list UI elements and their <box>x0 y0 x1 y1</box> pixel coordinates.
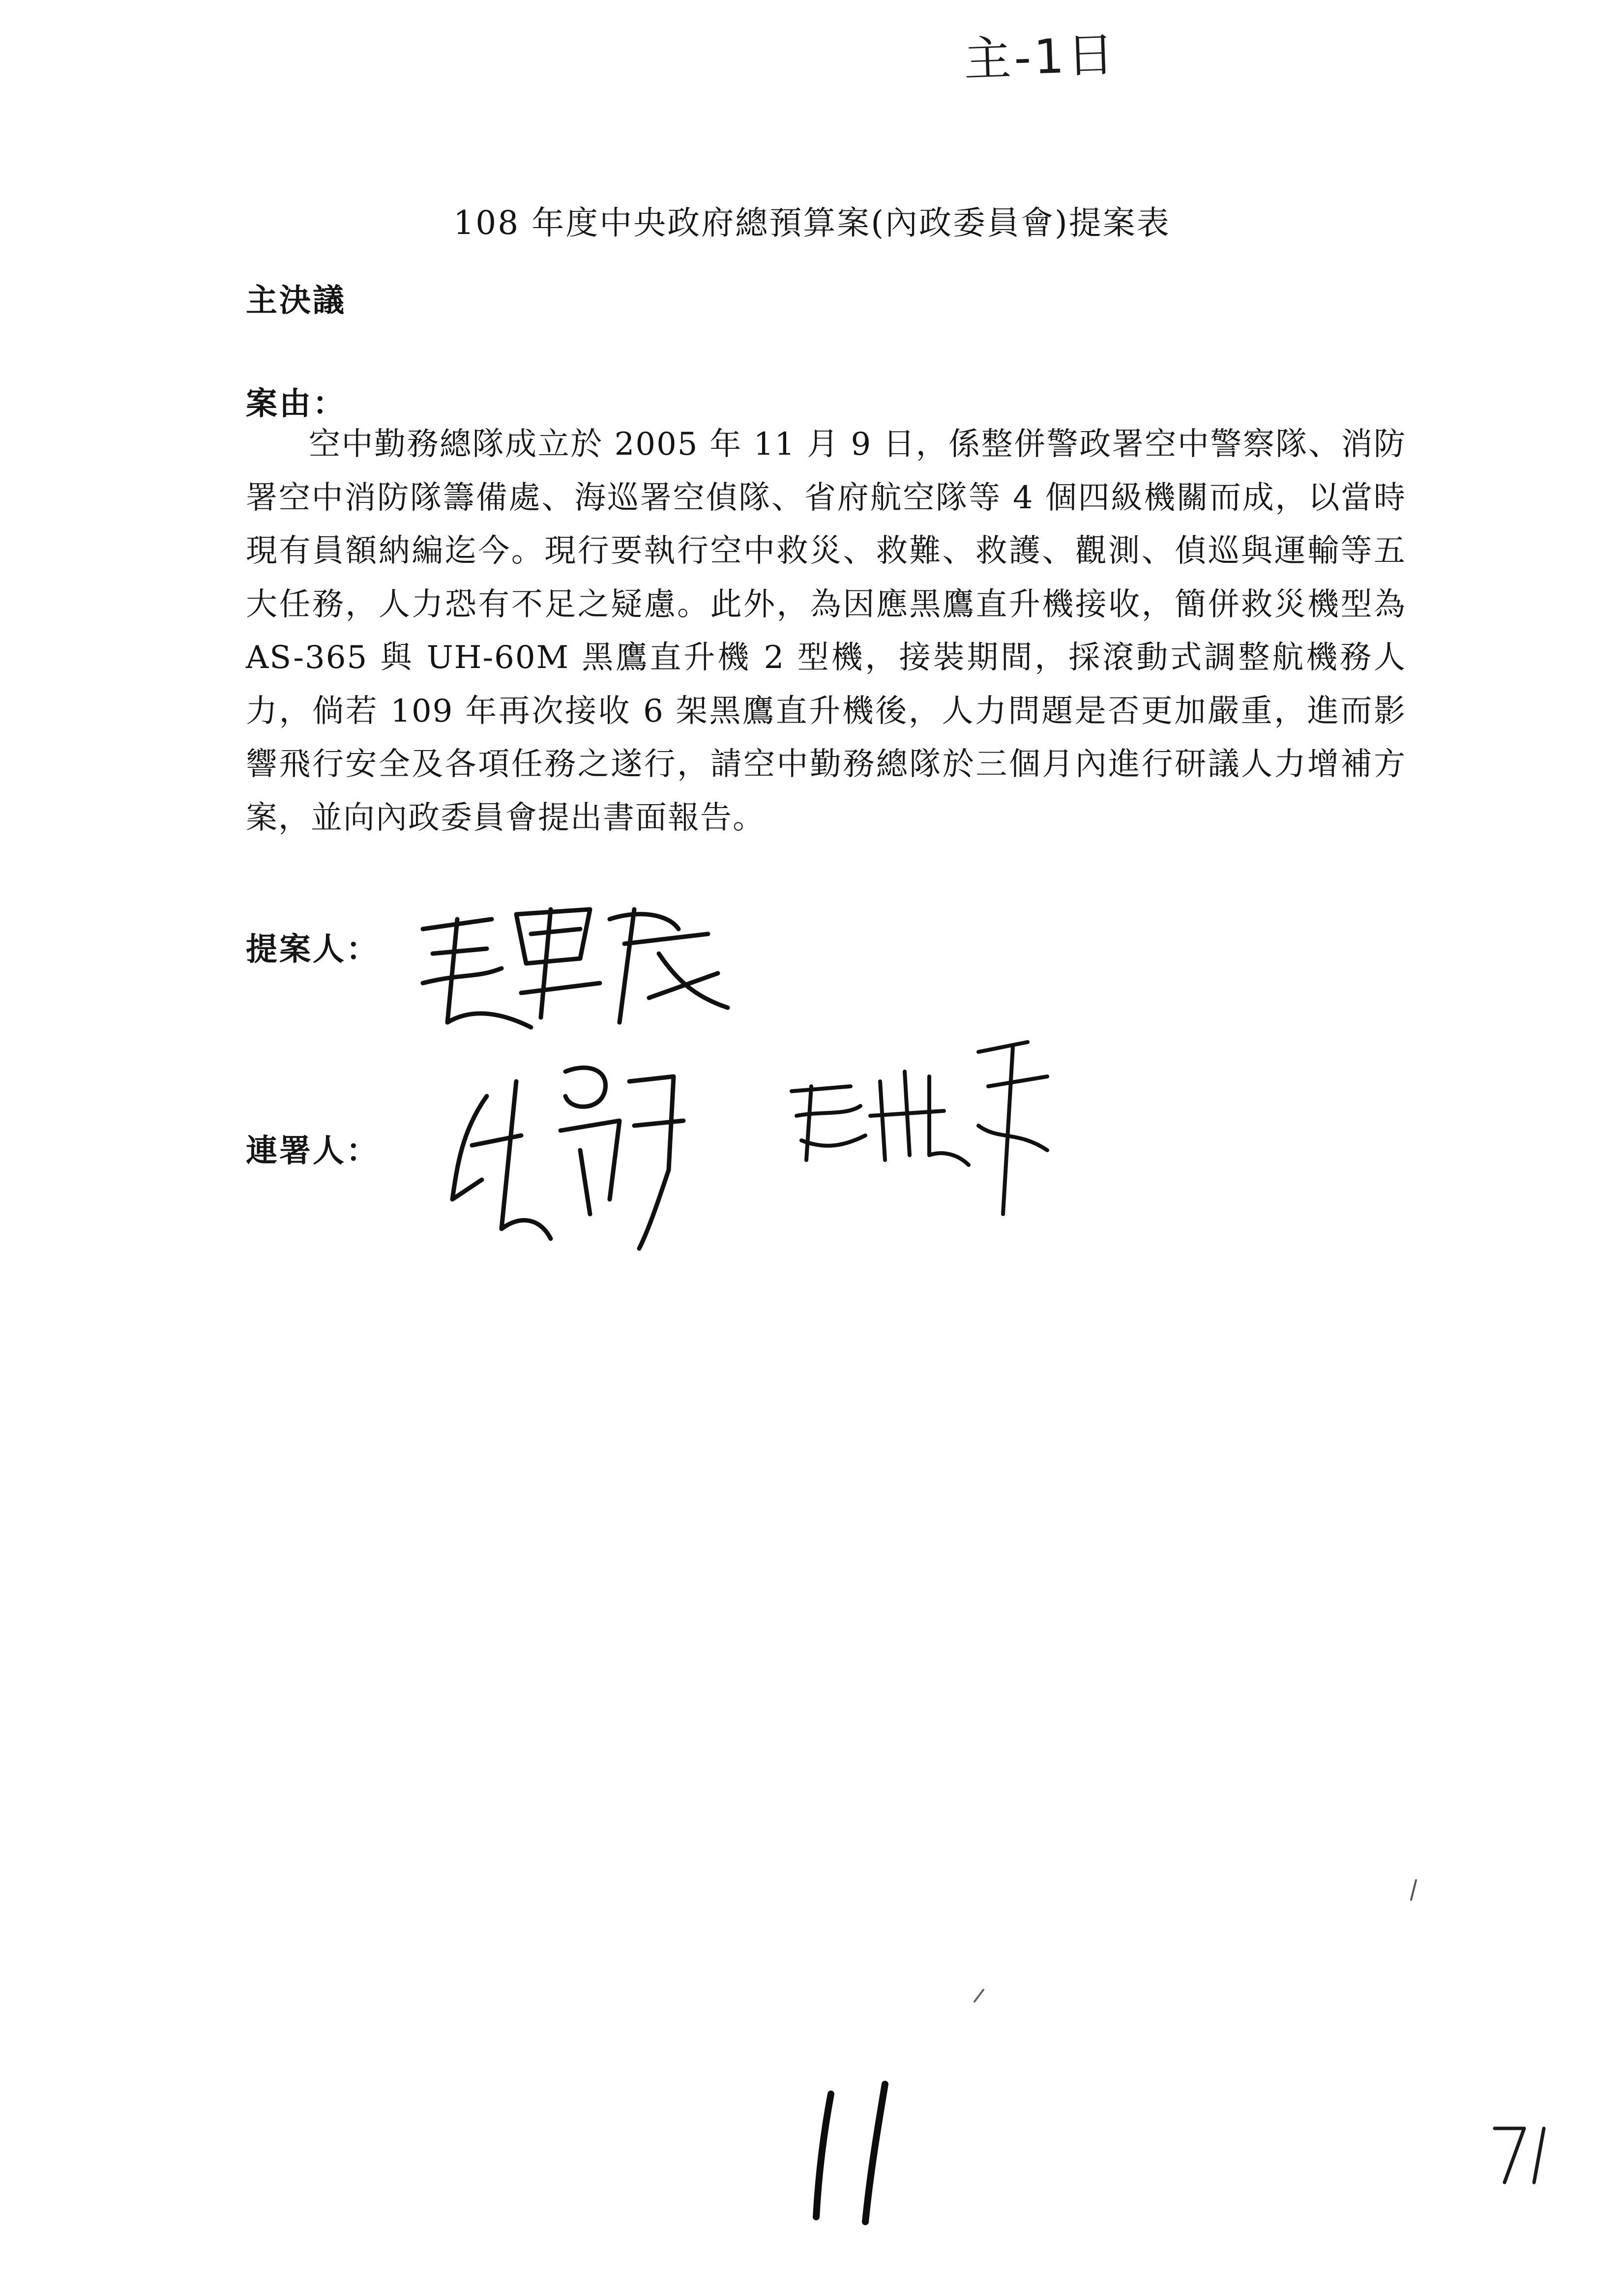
stray-pen-mark <box>1406 1878 1421 1902</box>
document-title: 108 年度中央政府總預算案(內政委員會)提案表 <box>453 204 1171 242</box>
handwritten-corner-number <box>1485 2109 1573 2197</box>
cosigner-label: 連署人： <box>246 1133 380 1169</box>
proposer-label: 提案人： <box>246 931 380 968</box>
proposer-signature <box>403 900 747 1037</box>
handwritten-page-number <box>797 2074 915 2232</box>
resolution-heading: 主決議 <box>246 283 346 319</box>
handwritten-corner-note: 主-1日 <box>963 27 1118 87</box>
cosigner-signature-1 <box>443 1052 698 1258</box>
cosigner-signature-2 <box>782 1032 1057 1219</box>
reason-heading: 案由： <box>246 386 346 422</box>
stray-pen-mark <box>969 1986 988 2005</box>
reason-body: 空中勤務總隊成立於 2005 年 11 月 9 日，係整併警政署空中警察隊、消防署空中消防隊籌備處、海巡署空偵隊、省府航空隊等 4 個四級機關而成，以當時現有員額納編迄今。現行要執行空中救災、救難、救護、觀測、偵巡與運輸等五大任務，人力恐有不足之疑慮。此外，為因應黑鷹直升機接收，簡併救災機型為 AS-365 與 UH-60M 黑鷹直升機 2 型機，接裝期間，採滾動式調整航機務人力，倘若 109 年再次接收 6 架黑鷹直升機後，人力問題是否更加嚴重，進而影響飛行安全及各項任務之遂行，請空中勤務總隊於三個月內進行研議人力增補方案，並向內政委員會提出書面報告。 <box>246 426 1406 836</box>
